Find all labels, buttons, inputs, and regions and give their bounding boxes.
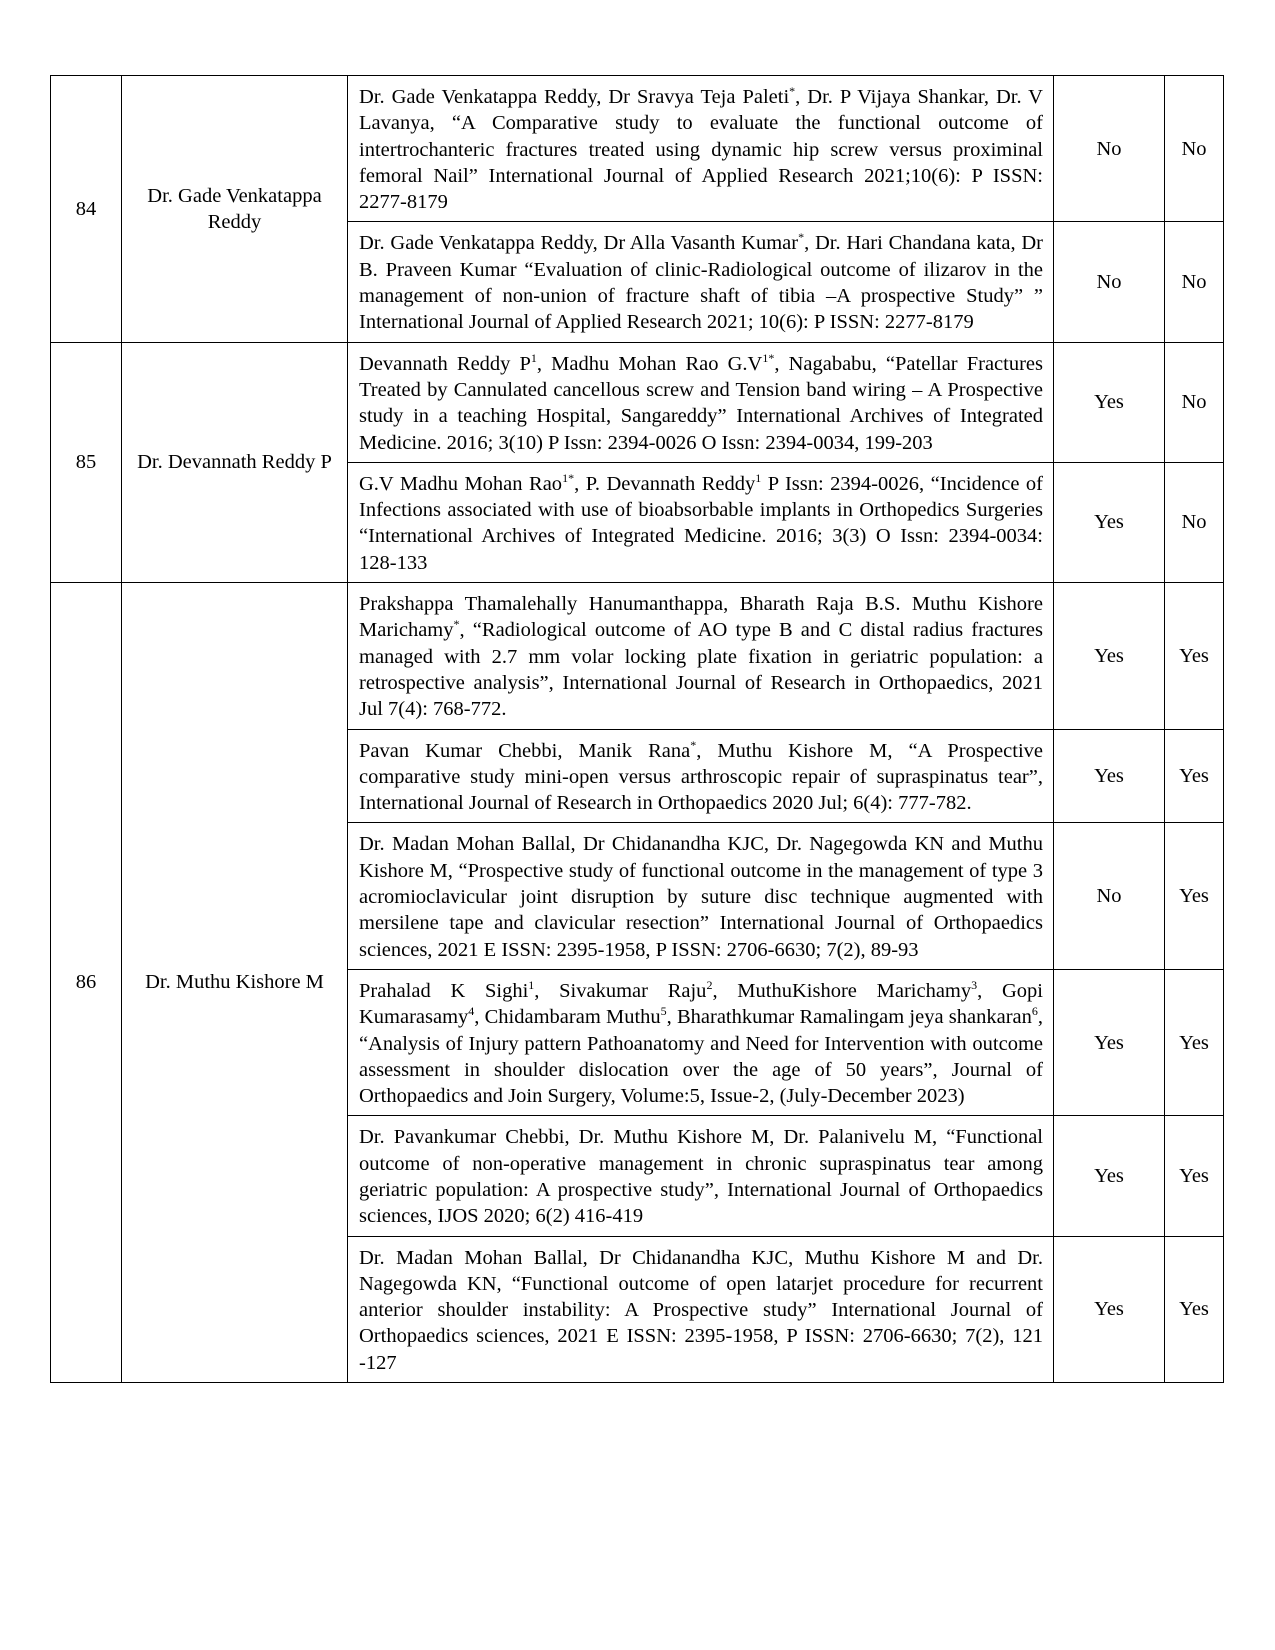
- author-superscript: 4: [468, 1004, 475, 1019]
- citation-text: , Dr. P Vijaya Shankar, Dr. V Lavanya, “A Comparative study to evaluate the functional outcome of intertrochanteric fractures treated using dynamic hip screw versus proximinal femoral Nail” International Journal of Applied Research 2021;10(6): P ISSN: 2277-8179: [359, 86, 1043, 214]
- citation-text: , Madhu Mohan Rao G.V: [536, 352, 763, 375]
- indexing-status-cell: No: [1165, 342, 1224, 462]
- citation-text: , Nagababu, “Patellar Fractures Treated by Cannulated cancellous screw and Tension band wiring – A Prospective study in a teaching Hospital, Sangareddy” International Archives of Integrated Medicine. 2016; 3(10) P Issn: 2394-0026 O Issn: 2394-0034, 199-203: [359, 352, 1043, 454]
- citation-text: , P. Devannath Reddy: [574, 472, 756, 495]
- citation-text: Dr. Madan Mohan Ballal, Dr Chidanandha KJC, Dr. Nagegowda KN and Muthu Kishore M, “Prospective study of functional outcome in the management of type 3 acromioclavicular joint disruption by suture disc technique augmented with mersilene tape and clavicular resection” International Journal of Orthopaedics sciences, 2021 E ISSN: 2395-1958, P ISSN: 2706-6630; 7(2), 89-93: [359, 833, 1043, 961]
- faculty-name-cell: Dr. Muthu Kishore M: [122, 583, 348, 1383]
- author-superscript: *: [690, 737, 697, 752]
- author-superscript: *: [789, 84, 796, 99]
- indexing-status-cell: Yes: [1054, 583, 1165, 729]
- citation-text: Dr. Gade Venkatappa Reddy, Dr Alla Vasanth Kumar: [359, 232, 799, 255]
- publication-citation-cell: [348, 462, 1054, 582]
- citation-text: Prakshappa Thamalehally Hanumanthappa, Bharath Raja B.S. Muthu Kishore Marichamy: [359, 593, 1043, 642]
- citation-text: G.V Madhu Mohan Rao: [359, 472, 563, 495]
- citation-text: , Sivakumar Raju: [534, 979, 707, 1002]
- publication-citation-cell: [348, 1116, 1054, 1236]
- citation-text: , Bharathkumar Ramalingam jeya shankaran: [666, 1006, 1032, 1029]
- indexing-status-cell: Yes: [1054, 1236, 1165, 1382]
- publication-citation-cell: [348, 342, 1054, 462]
- citation-text: , MuthuKishore Marichamy: [712, 979, 972, 1002]
- citation-text: Pavan Kumar Chebbi, Manik Rana: [359, 739, 691, 762]
- citation-text: Dr. Madan Mohan Ballal, Dr Chidanandha KJC, Muthu Kishore M and Dr. Nagegowda KN, “Functional outcome of open latarjet procedure for recurrent anterior shoulder instability: A Prospective study” International Journal of Orthopaedics sciences, 2021 E ISSN: 2395-1958, P ISSN: 2706-6630; 7(2), 121 -127: [359, 1246, 1043, 1374]
- citation-text: , Gopi Kumarasamy: [359, 979, 1043, 1029]
- author-superscript: 1: [528, 978, 535, 993]
- indexing-status-cell: Yes: [1165, 583, 1224, 729]
- author-superscript: 6: [1031, 1004, 1038, 1019]
- indexing-status-cell: Yes: [1165, 823, 1224, 969]
- author-superscript: 3: [971, 978, 978, 993]
- publication-citation-cell: [348, 823, 1054, 969]
- citation-text: , Dr. Hari Chandana kata, Dr B. Praveen Kumar “Evaluation of clinic-Radiological outcome of ilizarov in the management of non-union of fracture shaft of tibia –A prospective Study” ” International Journal of Applied Research 2021; 10(6): P ISSN: 2277-8179: [359, 232, 1044, 334]
- indexing-status-cell: No: [1054, 823, 1165, 969]
- indexing-status-cell: Yes: [1165, 1236, 1224, 1382]
- indexing-status-cell: No: [1165, 76, 1224, 222]
- author-superscript: 5: [660, 1004, 667, 1019]
- author-superscript: 1: [530, 350, 537, 365]
- citation-text: Devannath Reddy P: [359, 352, 531, 375]
- indexing-status-cell: No: [1054, 222, 1165, 342]
- faculty-name-cell: Dr. Gade Venkatappa Reddy: [122, 76, 348, 343]
- publication-citation-cell: [348, 222, 1054, 342]
- table-row: [51, 583, 1224, 729]
- publication-citation-cell: [348, 969, 1054, 1115]
- author-superscript: 1: [755, 471, 762, 486]
- indexing-status-cell: Yes: [1054, 462, 1165, 582]
- publications-table: [50, 75, 1224, 1383]
- publication-citation-cell: [348, 729, 1054, 823]
- publication-citation-cell: [348, 76, 1054, 222]
- citation-text: Dr. Gade Venkatappa Reddy, Dr Sravya Teja Paleti: [359, 86, 790, 108]
- author-superscript: *: [453, 617, 460, 632]
- indexing-status-cell: No: [1054, 76, 1165, 222]
- citation-text: , Chidambaram Muthu: [474, 1006, 661, 1029]
- indexing-status-cell: No: [1165, 462, 1224, 582]
- serial-number-cell: 84: [51, 76, 122, 343]
- citation-text: Prahalad K Sighi: [359, 979, 529, 1002]
- author-superscript: 1*: [762, 350, 775, 365]
- citation-text: Dr. Pavankumar Chebbi, Dr. Muthu Kishore M, Dr. Palanivelu M, “Functional outcome of non-operative management in chronic supraspinatus tear among geriatric population: A prospective study”, International Journal of Orthopaedics sciences, IJOS 2020; 6(2) 416-419: [359, 1126, 1043, 1228]
- table-row: [51, 342, 1224, 462]
- citation-text: P Issn: 2394-0026, “Incidence of Infections associated with use of bioabsorbable implants in Orthopedics Surgeries “International Archives of Integrated Medicine. 2016; 3(3) O Issn: 2394-0034: 128-133: [359, 472, 1043, 574]
- indexing-status-cell: Yes: [1054, 1116, 1165, 1236]
- indexing-status-cell: Yes: [1054, 729, 1165, 823]
- citation-text: , Muthu Kishore M, “A Prospective comparative study mini-open versus arthroscopic repair of supraspinatus tear”, International Journal of Research in Orthopaedics 2020 Jul; 6(4): 777-782.: [359, 739, 1043, 815]
- serial-number-cell: 85: [51, 342, 122, 582]
- indexing-status-cell: Yes: [1054, 342, 1165, 462]
- indexing-status-cell: Yes: [1165, 1116, 1224, 1236]
- citation-text: , “Analysis of Injury pattern Pathoanatomy and Need for Intervention with outcome assessment in shoulder dislocation over the age of 50 years”, Journal of Orthopaedics and Join Surgery, Volume:5, Issue-2, (July-December 2023): [359, 1006, 1044, 1108]
- publications-table-body: [51, 76, 1224, 1383]
- table-row: [51, 76, 1224, 222]
- author-superscript: 2: [706, 978, 713, 993]
- author-superscript: *: [798, 230, 805, 245]
- publication-citation-cell: [348, 1236, 1054, 1382]
- indexing-status-cell: Yes: [1054, 969, 1165, 1115]
- citation-text: , “Radiological outcome of AO type B and C distal radius fractures managed with 2.7 mm volar locking plate fixation in geriatric population: a retrospective analysis”, International Journal of Research in Orthopaedics, 2021 Jul 7(4): 768-772.: [359, 619, 1043, 721]
- indexing-status-cell: Yes: [1165, 729, 1224, 823]
- indexing-status-cell: Yes: [1165, 969, 1224, 1115]
- faculty-name-cell: Dr. Devannath Reddy P: [122, 342, 348, 582]
- serial-number-cell: 86: [51, 583, 122, 1383]
- publication-citation-cell: [348, 583, 1054, 729]
- author-superscript: 1*: [562, 471, 575, 486]
- indexing-status-cell: No: [1165, 222, 1224, 342]
